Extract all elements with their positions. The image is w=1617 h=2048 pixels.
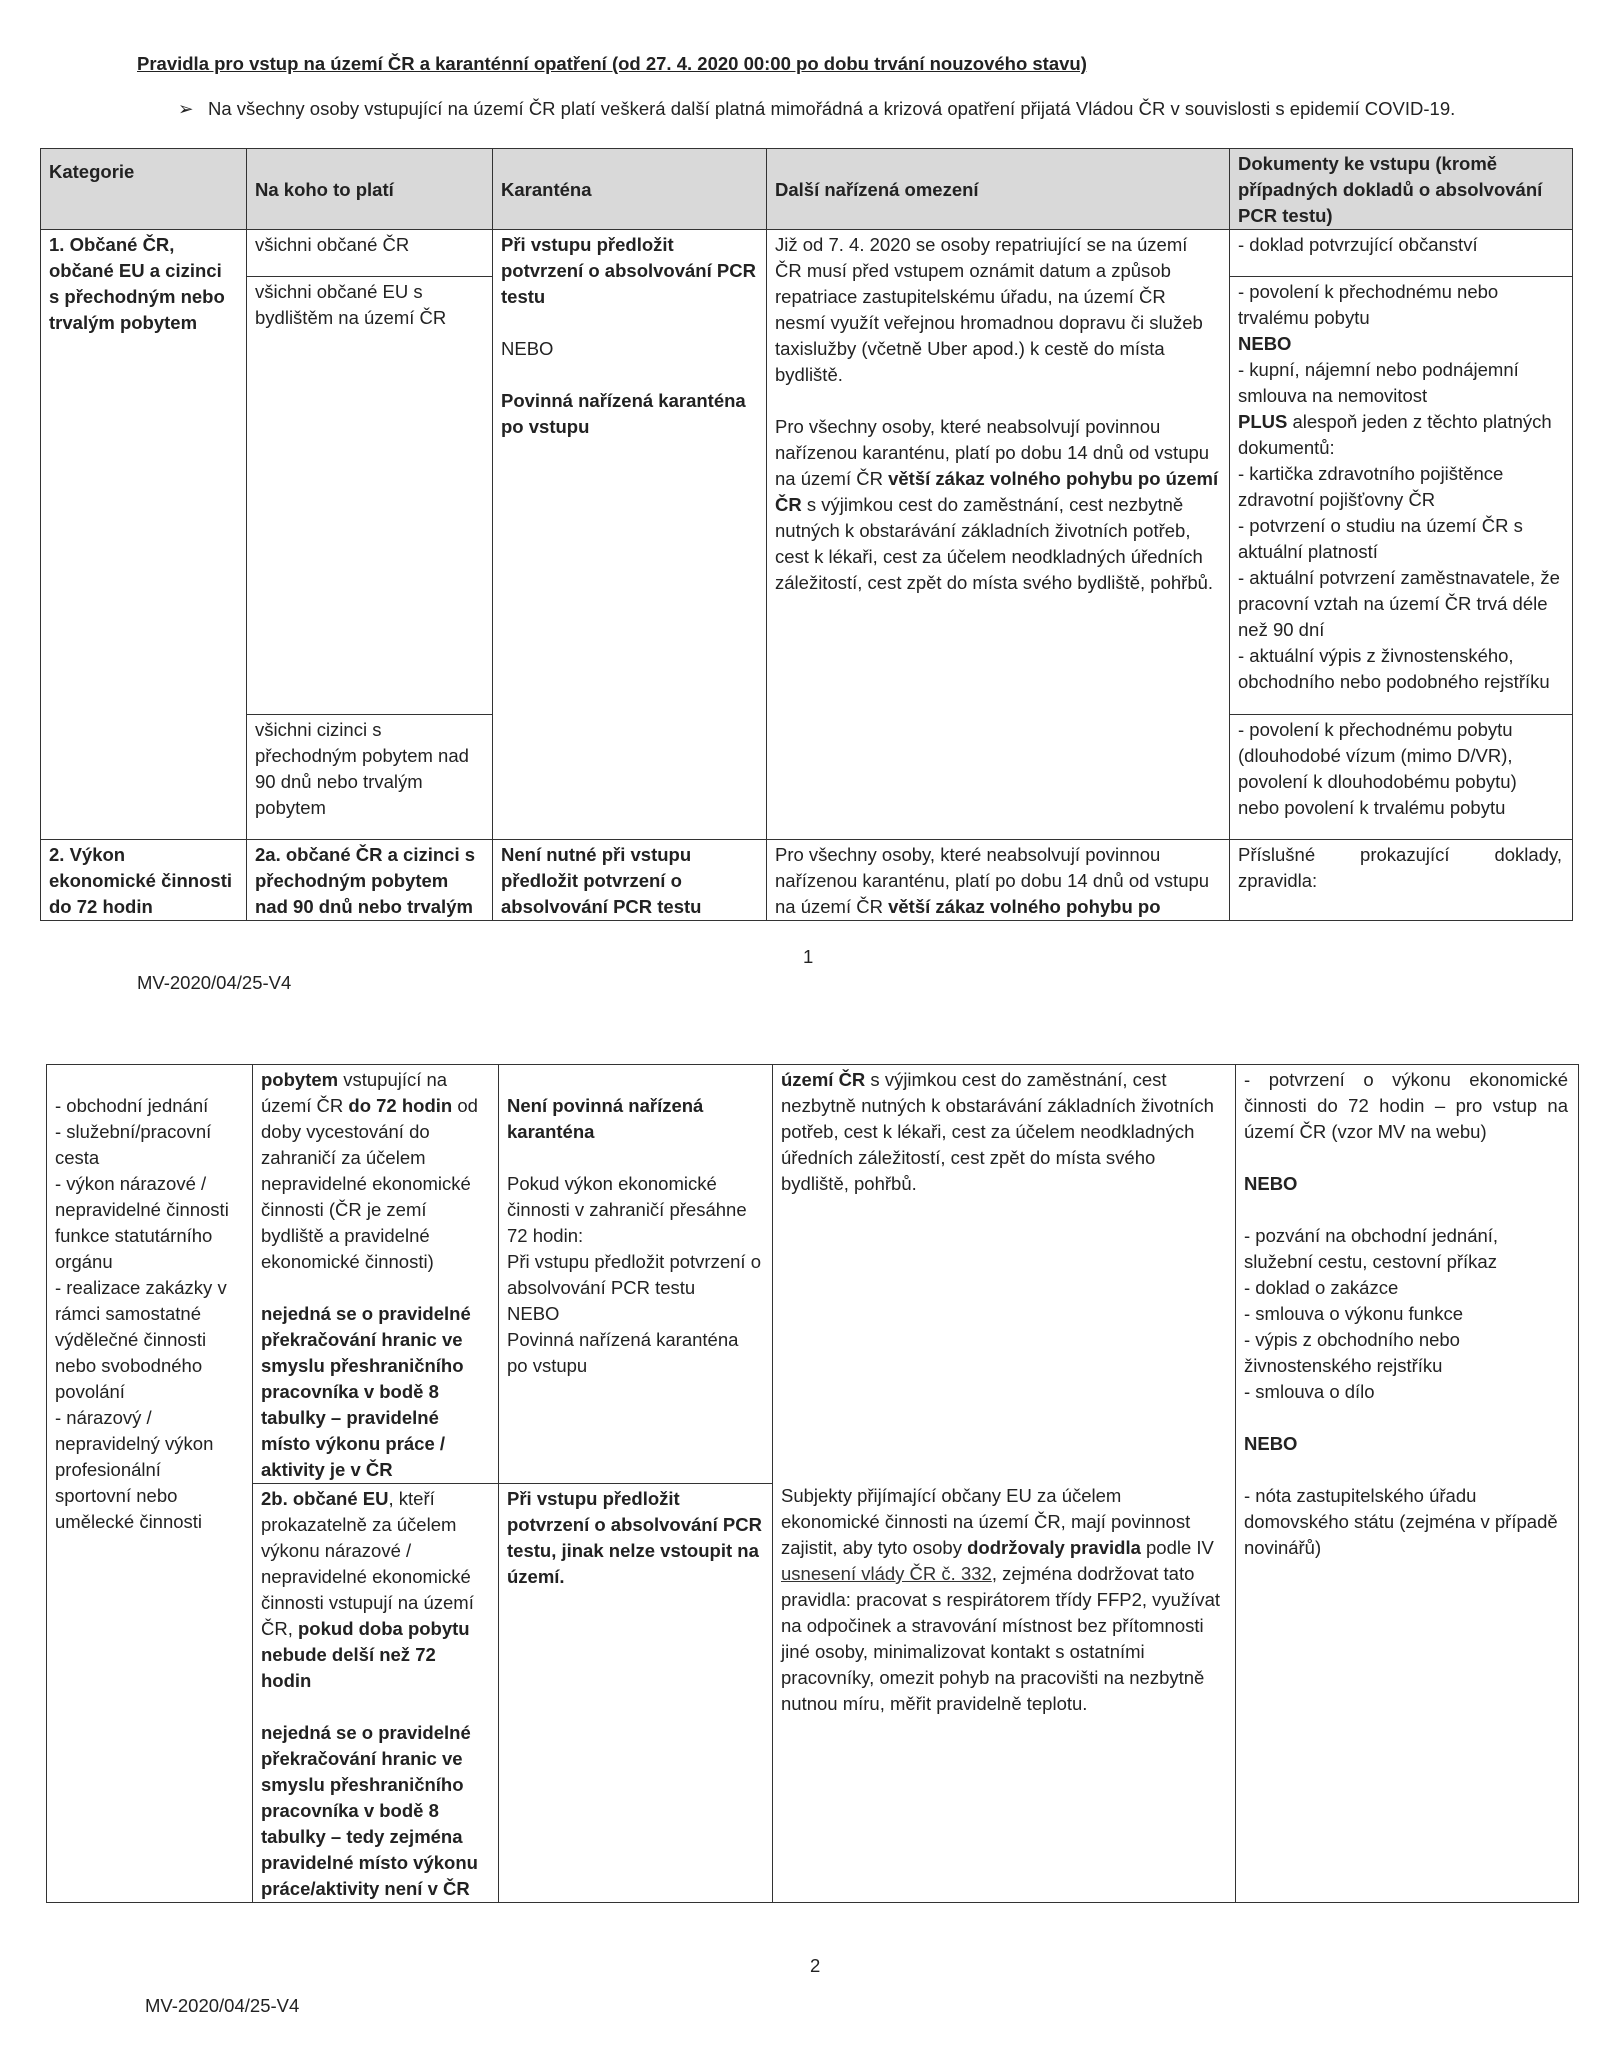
restrictions-row1 [767,230,1230,840]
table-row [41,840,1573,921]
who-2b: 2b. občané EU, kteří prokazatelně za účelem výkonu nárazové / nepravidelné ekonomické činnosti vstupují na území ČR, pokud doba pobytu nebude delší než 72 hodin nejedná se o pravidelné překračování hranic ve smyslu přeshraničního pracovníka v bodě 8 tabulky – tedy zejména pravidelné místo výkonu práce/aktivity není v ČR [253,1484,499,1903]
docs-citizenship: - doklad potvrzující občanství [1230,230,1573,277]
page-title: Pravidla pro vstup na území ČR a karanténní opatření (od 27. 4. 2020 00:00 po dobu trvání nouzového stavu) [137,53,1087,74]
resolution-link[interactable]: usnesení vlády ČR č. 332 [781,1563,992,1584]
header-na-koho: Na koho to platí [247,149,493,230]
bullet-text: Na všechny osoby vstupující na území ČR platí veškerá další platná mimořádná a krizová opatření přijatá Vládou ČR v souvislosti s epidemií COVID-19. [208,98,1456,119]
quarantine-row1 [493,230,767,840]
docs-foreigners: - povolení k přechodnému pobytu (dlouhodobé vízum (mimo D/VR), povolení k dlouhodobému pobytu) nebo povolení k trvalému pobytu [1230,715,1573,840]
page-number: 2 [810,1955,821,1976]
restrictions-repatriation-text: Již od 7. 4. 2020 se osoby repatriující se na území ČR musí před vstupem oznámit datum a způsob repatriace zastupitelskému úřadu, na území ČR nesmí využít veřejnou hromadnou dopravu či služeb taxislužby (včetně Uber apod.) k cestě do místa bydliště. [775,234,1203,385]
rules-table-page2 [46,1064,1579,1903]
header-kategorie: Kategorie [41,149,247,230]
header-dokumenty: Dokumenty ke vstupu (kromě případných dokladů o absolvování PCR testu) [1230,149,1573,230]
category-2-items: - obchodní jednání - služební/pracovní cesta - výkon nárazové / nepravidelné činnosti funkce statutárního orgánu - realizace zakázky v rámci samostatné výdělečné činnosti nebo svobodného povolání - nárazový / nepravidelný výkon profesionální sportovní nebo umělecké činnosti [47,1065,253,1903]
who-eu-citizens: všichni občané EU s bydlištěm na území ČR [247,277,493,715]
intro-bullet [178,96,1578,122]
docs-row2: Příslušné prokazující doklady, zpravidla: [1230,840,1573,921]
quarantine-mandatory-text: Povinná nařízená karanténa po vstupu [501,390,746,437]
quarantine-pcr-text: Při vstupu předložit potvrzení o absolvování PCR testu [501,234,756,307]
quarantine-or-text: NEBO [501,338,554,359]
restrictions-2: území ČR s výjimkou cest do zaměstnání, cest nezbytně nutných k obstarávání základních životních potřeb, cest k lékaři, cest za účelem neodkladných úředních záležitostí, cest zpět do místa svého bydliště, pohřbů. Subjekty přijímající občany EU za účelem ekonomické činnosti na území ČR, mají povinnost zajistit, aby tyto osoby dodržovaly pravidla podle IV usnesení vlády ČR č. 332, zejména dodržovat tato pravidla: pracovat s respirátorem třídy FFP2, využívat na odpočinek a stravování místnost bez přítomnosti jiné osoby, minimalizovat kontakt s ostatními pracovníky, omezit pohyb na pracovišti na nezbytně nutnou míru, měřit pravidelně teplotu. [773,1065,1236,1903]
arrow-bullet-icon: ➢ [178,98,194,119]
document-footer-id: MV-2020/04/25-V4 [137,972,292,993]
who-2a-continued: pobytem vstupující na území ČR do 72 hodin od doby vycestování do zahraničí za účelem nepravidelné ekonomické činnosti (ČR je zemí bydliště a pravidelné ekonomické činnosti) nejedná se o pravidelné překračování hranic ve smyslu přeshraničního pracovníka v bodě 8 tabulky – pravidelné místo výkonu práce / aktivity je v ČR [253,1065,499,1484]
page-number: 1 [803,946,814,967]
header-dalsi-omezeni: Další nařízená omezení [767,149,1230,230]
who-foreigners: všichni cizinci s přechodným pobytem nad 90 dnů nebo trvalým pobytem [247,715,493,840]
table-row [41,230,1573,277]
header-karantena: Karanténa [493,149,767,230]
quarantine-2b: Při vstupu předložit potvrzení o absolvování PCR testu, jinak nelze vstoupit na území. [499,1484,773,1903]
restrictions-movement-text: Pro všechny osoby, které neabsolvují povinnou nařízenou karanténu, platí po dobu 14 dnů od vstupu na území ČR větší zákaz volného pohybu po území ČR s výjimkou cest do zaměstnání, cest nezbytně nutných k obstarávání základních životních potřeb, cest k lékaři, cest za účelem neodkladných úředních záležitostí, cest zpět do místa svého bydliště, pohřbů. [775,416,1219,593]
document-footer-id: MV-2020/04/25-V4 [145,1995,300,2016]
rules-table-page1 [40,148,1573,921]
category-1: 1. Občané ČR, občané EU a cizinci s přechodným nebo trvalým pobytem [41,230,247,840]
table-header-row [41,149,1573,230]
category-2: 2. Výkon ekonomické činnosti do 72 hodin [41,840,247,921]
quarantine-row2: Není nutné při vstupu předložit potvrzení o absolvování PCR testu [493,840,767,921]
who-2a-start: 2a. občané ČR a cizinci s přechodným pobytem nad 90 dnů nebo trvalým [247,840,493,921]
table-row [47,1065,1579,1484]
docs-2: - potvrzení o výkonu ekonomické činnosti do 72 hodin – pro vstup na území ČR (vzor MV na webu) NEBO - pozvání na obchodní jednání, služební cestu, cestovní příkaz - doklad o zakázce - smlouva o výkonu funkce - výpis z obchodního nebo živnostenského rejstříku - smlouva o dílo NEBO - nóta zastupitelského úřadu domovského státu (zejména v případě novinářů) [1236,1065,1579,1903]
quarantine-2a: Není povinná nařízená karanténa Pokud výkon ekonomické činnosti v zahraničí přesáhne 72 hodin: Při vstupu předložit potvrzení o absolvování PCR testu NEBO Povinná nařízená karanténa po vstupu [499,1065,773,1484]
restrictions-row2: Pro všechny osoby, které neabsolvují povinnou nařízenou karanténu, platí po dobu 14 dnů od vstupu na území ČR větší zákaz volného pohybu po [767,840,1230,921]
who-all-czech-citizens: všichni občané ČR [247,230,493,277]
docs-eu-residence: - povolení k přechodnému nebo trvalému pobytu NEBO - kupní, nájemní nebo podnájemní smlouva na nemovitost PLUS alespoň jeden z těchto platných dokumentů: - kartička zdravotního pojištěnce zdravotní pojišťovny ČR - potvrzení o studiu na území ČR s aktuální platností - aktuální potvrzení zaměstnavatele, že pracovní vztah na území ČR trvá déle než 90 dní - aktuální výpis z živnostenského, obchodního nebo podobného rejstříku [1230,277,1573,715]
